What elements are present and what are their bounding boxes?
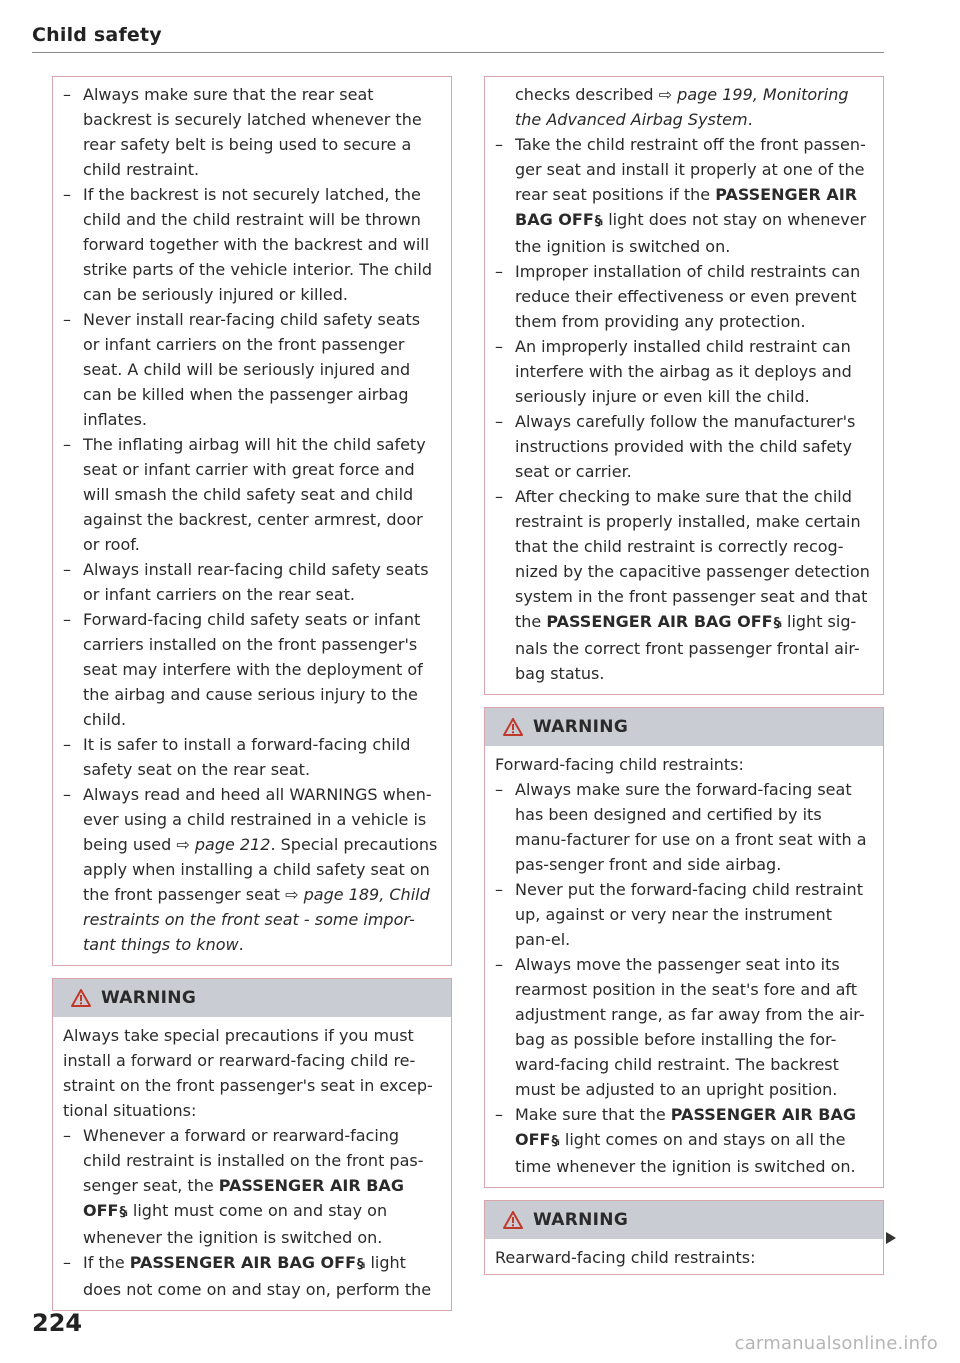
dash: – bbox=[63, 185, 71, 204]
list-item bbox=[495, 484, 871, 686]
item-text: If the bbox=[83, 1253, 130, 1272]
item-text: Always move the passenger seat into its rearmost position in the seat's fore and aft adjustment range, as far away from the air-bag as possible before installing the for-ward-facing child restraint. The backrest must be adjusted to an upright position. bbox=[515, 955, 865, 1099]
item-text: Never install rear-facing child safety seats or infant carriers on the front passenger seat. A child will be seriously injured and can be killed when the passenger airbag inflates. bbox=[83, 310, 421, 429]
warning-intro: Forward-facing child restraints: bbox=[495, 755, 744, 774]
item-text: Always carefully follow the manufacturer's instructions provided with the child safety seat or carrier. bbox=[515, 412, 856, 481]
item-text: Improper installation of child restraints can reduce their effectiveness or even prevent them from providing any protection. bbox=[515, 262, 861, 331]
warning-header bbox=[53, 979, 451, 1017]
warning-header bbox=[485, 1201, 883, 1239]
list-item bbox=[495, 409, 871, 484]
item-text: Take the child restraint off the front passen-ger seat and install it properly at one of the rear seat positions if the bbox=[515, 135, 866, 204]
item-text: light does not come on and stay on, perform the bbox=[83, 1253, 432, 1299]
item-text: light does not stay on whenever the ignition is switched on. bbox=[515, 210, 867, 256]
item-text: An improperly installed child restraint can interfere with the airbag as it deploys and seriously injure or even kill the child. bbox=[515, 337, 852, 406]
list-item bbox=[63, 557, 439, 607]
dash: – bbox=[495, 412, 503, 431]
warning-triangle-icon bbox=[71, 989, 91, 1007]
header-rule bbox=[32, 52, 884, 53]
airbag-off-label: PASSENGER AIR BAG OFF bbox=[83, 1176, 404, 1220]
item-text: . bbox=[747, 110, 753, 129]
item-text: . Special precautions apply when installing a child safety seat on the front passenger seat bbox=[83, 835, 438, 904]
list-item bbox=[495, 777, 871, 877]
airbag-off-icon: §ᵢ bbox=[357, 1257, 365, 1272]
dash: – bbox=[495, 487, 503, 506]
page-189-reference-link[interactable]: ⇨ page 189, Child restraints on the front seat - some impor-tant things to know bbox=[83, 885, 430, 954]
left-column bbox=[52, 76, 452, 1311]
right-column bbox=[484, 76, 884, 1275]
warning-body bbox=[485, 746, 883, 1187]
airbag-off-label: PASSENGER AIR BAG OFF bbox=[546, 612, 773, 631]
forward-facing-warning-box bbox=[484, 707, 884, 1188]
dash: – bbox=[495, 880, 503, 899]
item-text: Whenever a forward or rearward-facing child restraint is installed on the front pas-senger seat, the bbox=[83, 1126, 424, 1195]
item-text: It is safer to install a forward-facing child safety seat on the rear seat. bbox=[83, 735, 411, 779]
page-number: 224 bbox=[32, 1309, 83, 1337]
airbag-off-icon: §ᵢ bbox=[119, 1205, 127, 1220]
item-text: light must come on and stay on whenever the ignition is switched on. bbox=[83, 1201, 388, 1247]
warning-triangle-icon bbox=[503, 718, 523, 736]
continued-text bbox=[495, 82, 871, 132]
item-text: light comes on and stays on all the time whenever the ignition is switched on. bbox=[515, 1130, 856, 1176]
list-item bbox=[63, 82, 439, 182]
warning-label: WARNING bbox=[533, 1210, 629, 1230]
warning-label: WARNING bbox=[533, 717, 629, 737]
list-item bbox=[495, 259, 871, 334]
dash: – bbox=[63, 435, 71, 454]
dash: – bbox=[495, 262, 503, 281]
warning-body bbox=[53, 1017, 451, 1310]
item-text: light sig-nals the correct front passenger frontal air-bag status. bbox=[515, 612, 860, 683]
dash: – bbox=[63, 1253, 71, 1272]
item-text: Always make sure the forward-facing seat has been designed and certified by its manu-facturer for use on a front seat with a pas-senger front and side airbag. bbox=[515, 780, 867, 874]
item-text: . bbox=[238, 935, 244, 954]
list-item bbox=[63, 732, 439, 782]
warning-intro: Always take special precautions if you must install a forward or rearward-facing child re-straint on the front passenger's seat in excep-tional situations: bbox=[63, 1026, 433, 1120]
warning-intro: Rearward-facing child restraints: bbox=[495, 1248, 756, 1267]
list-item bbox=[63, 1250, 439, 1302]
list-item bbox=[495, 952, 871, 1102]
dash: – bbox=[63, 310, 71, 329]
list-item bbox=[63, 182, 439, 307]
list-item bbox=[63, 432, 439, 557]
warning-triangle-icon bbox=[503, 1211, 523, 1229]
list-item bbox=[495, 1102, 871, 1179]
page-199-reference-link[interactable]: ⇨ page 199, Monitoring the Advanced Airbag System bbox=[515, 85, 849, 129]
left-warning-continuation-box bbox=[52, 76, 452, 966]
item-text: checks described bbox=[515, 85, 659, 104]
dash: – bbox=[495, 337, 503, 356]
dash: – bbox=[495, 955, 503, 974]
dash: – bbox=[63, 610, 71, 629]
left-warning-box bbox=[52, 978, 452, 1311]
dash: – bbox=[495, 1105, 503, 1124]
item-text: Always read and heed all WARNINGS when-ever using a child restrained in a vehicle is being used bbox=[83, 785, 432, 854]
warning-label: WARNING bbox=[101, 988, 197, 1008]
item-text: Never put the forward-facing child restraint up, against or very near the instrument pan-el. bbox=[515, 880, 863, 949]
dash: – bbox=[63, 560, 71, 579]
right-warning-continuation-box bbox=[484, 76, 884, 695]
rearward-facing-warning-box bbox=[484, 1200, 884, 1275]
list-item bbox=[63, 607, 439, 732]
item-text: If the backrest is not securely latched, the child and the child restraint will be thrown forward together with the backrest and will strike parts of the vehicle interior. The child can be seriously injured or killed. bbox=[83, 185, 433, 304]
list-item bbox=[495, 334, 871, 409]
dash: – bbox=[63, 1126, 71, 1145]
list-item bbox=[495, 132, 871, 259]
airbag-off-icon: §ᵢ bbox=[773, 616, 781, 631]
airbag-off-label: PASSENGER AIR BAG OFF bbox=[515, 1105, 856, 1149]
warning-body bbox=[485, 1239, 883, 1274]
item-text: Forward-facing child safety seats or infant carriers installed on the front passenger's seat may interfere with the deployment of the airbag and cause serious injury to the child. bbox=[83, 610, 423, 729]
item-text: Make sure that the bbox=[515, 1105, 671, 1124]
continue-arrow-icon bbox=[886, 1232, 896, 1244]
page-212-reference-link[interactable]: ⇨ page 212 bbox=[176, 835, 271, 854]
item-text: The inflating airbag will hit the child safety seat or infant carrier with great force and will smash the child safety seat and child against the backrest, center armrest, door or roof. bbox=[83, 435, 426, 554]
list-item bbox=[63, 1123, 439, 1250]
warning-header bbox=[485, 708, 883, 746]
airbag-off-icon: §ᵢ bbox=[551, 1134, 559, 1149]
item-text: After checking to make sure that the child restraint is properly installed, make certain that the child restraint is correctly recog-nized by the capacitive passenger detection system in the front passenger seat and that the bbox=[515, 487, 870, 631]
section-title: Child safety bbox=[32, 24, 162, 46]
list-item bbox=[495, 877, 871, 952]
dash: – bbox=[63, 735, 71, 754]
dash: – bbox=[495, 135, 503, 154]
watermark: carmanualsonline.info bbox=[734, 1333, 938, 1354]
airbag-off-icon: §ᵢ bbox=[594, 214, 603, 229]
dash: – bbox=[63, 85, 71, 104]
dash: – bbox=[63, 785, 71, 804]
list-item bbox=[63, 307, 439, 432]
item-text: Always install rear-facing child safety seats or infant carriers on the rear seat. bbox=[83, 560, 429, 604]
airbag-off-label: PASSENGER AIR BAG OFF bbox=[129, 1253, 356, 1272]
list-item bbox=[63, 782, 439, 957]
dash: – bbox=[495, 780, 503, 799]
airbag-off-label: PASSENGER AIR BAG OFF bbox=[515, 185, 858, 229]
item-text: Always make sure that the rear seat backrest is securely latched whenever the rear safety belt is being used to secure a child restraint. bbox=[83, 85, 422, 179]
